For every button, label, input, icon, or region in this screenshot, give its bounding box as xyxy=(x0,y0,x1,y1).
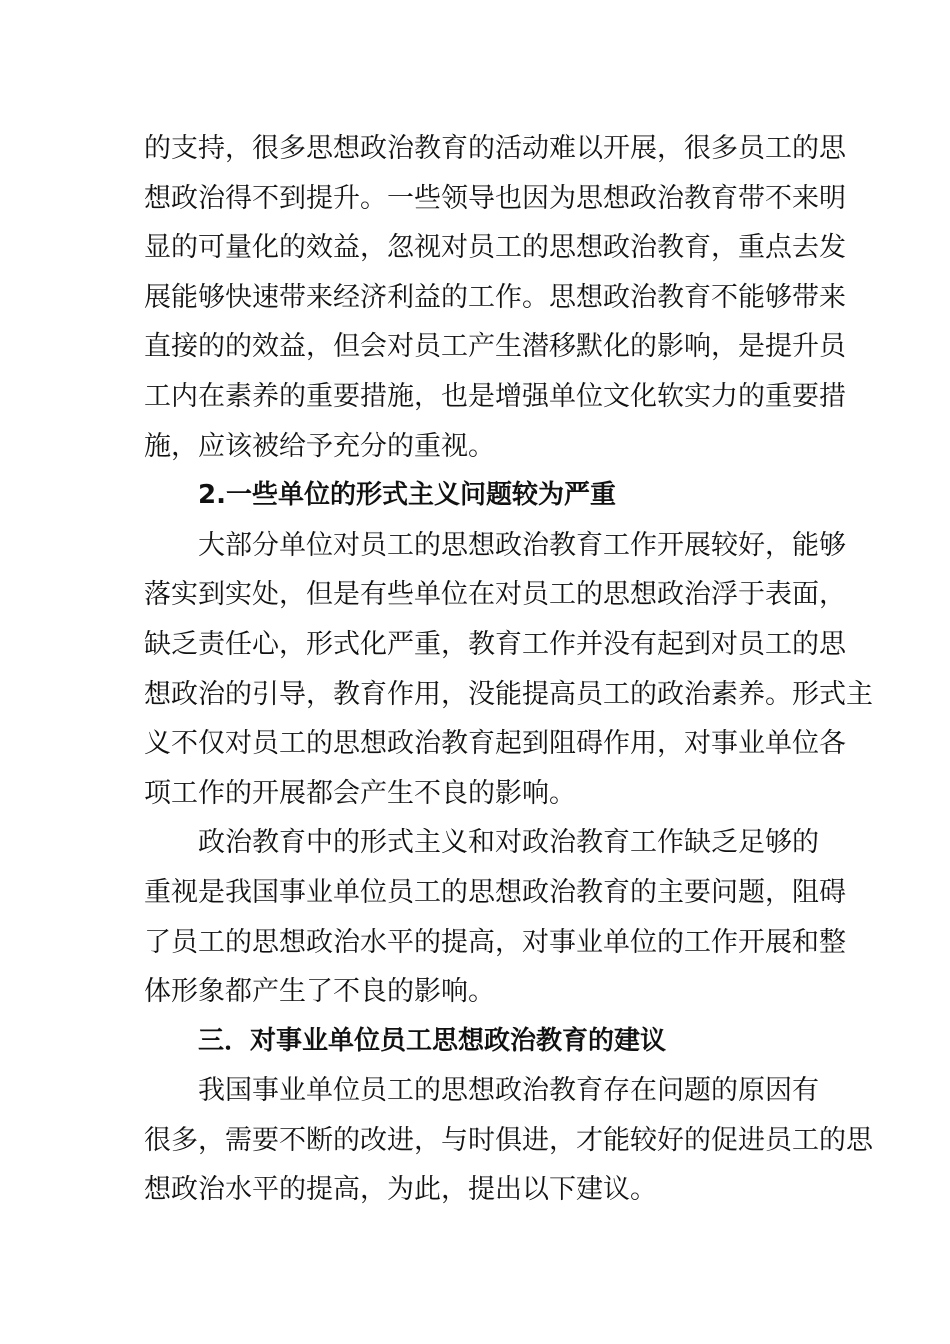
paragraph-line: 展能够快速带来经济利益的工作。思想政治教育不能够带来 xyxy=(144,281,846,313)
paragraph-line: 显的可量化的效益，忽视对员工的思想政治教育，重点去发 xyxy=(144,232,846,264)
paragraph-line: 落实到实处，但是有些单位在对员工的思想政治浮于表面， xyxy=(144,579,846,611)
paragraph-line: 工内在素养的重要措施，也是增强单位文化软实力的重要措 xyxy=(144,380,846,412)
paragraph-line: 想政治得不到提升。一些领导也因为思想政治教育带不来明 xyxy=(144,182,846,214)
document-body xyxy=(144,124,873,1215)
section-heading: 三．对事业单位员工思想政治教育的建议 xyxy=(198,1025,667,1056)
paragraph-line: 政治教育中的形式主义和对政治教育工作缺乏足够的 xyxy=(198,827,819,859)
paragraph-line: 很多，需要不断的改进，与时俱进，才能较好的促进员工的思 xyxy=(144,1124,873,1156)
paragraph-line: 想政治水平的提高，为此，提出以下建议。 xyxy=(144,1174,657,1206)
paragraph-line: 的支持，很多思想政治教育的活动难以开展，很多员工的思 xyxy=(144,133,846,164)
paragraph-line: 项工作的开展都会产生不良的影响。 xyxy=(144,777,576,809)
paragraph-line: 了员工的思想政治水平的提高，对事业单位的工作开展和整 xyxy=(144,926,846,958)
paragraph-line: 大部分单位对员工的思想政治教育工作开展较好，能够 xyxy=(198,529,846,561)
section-heading: 2.一些单位的形式主义问题较为严重 xyxy=(198,480,616,511)
paragraph-line: 想政治的引导，教育作用，没能提高员工的政治素养。形式主 xyxy=(144,678,873,710)
paragraph-line: 体形象都产生了不良的影响。 xyxy=(144,976,495,1008)
paragraph-line: 缺乏责任心，形式化严重，教育工作并没有起到对员工的思 xyxy=(144,628,846,660)
paragraph-line: 施，应该被给予充分的重视。 xyxy=(144,430,495,462)
paragraph-line: 我国事业单位员工的思想政治教育存在问题的原因有 xyxy=(198,1075,819,1107)
paragraph-line: 义不仅对员工的思想政治教育起到阻碍作用，对事业单位各 xyxy=(144,728,846,760)
paragraph-line: 直接的的效益，但会对员工产生潜移默化的影响，是提升员 xyxy=(144,331,846,363)
paragraph-line: 重视是我国事业单位员工的思想政治教育的主要问题，阻碍 xyxy=(144,876,846,908)
